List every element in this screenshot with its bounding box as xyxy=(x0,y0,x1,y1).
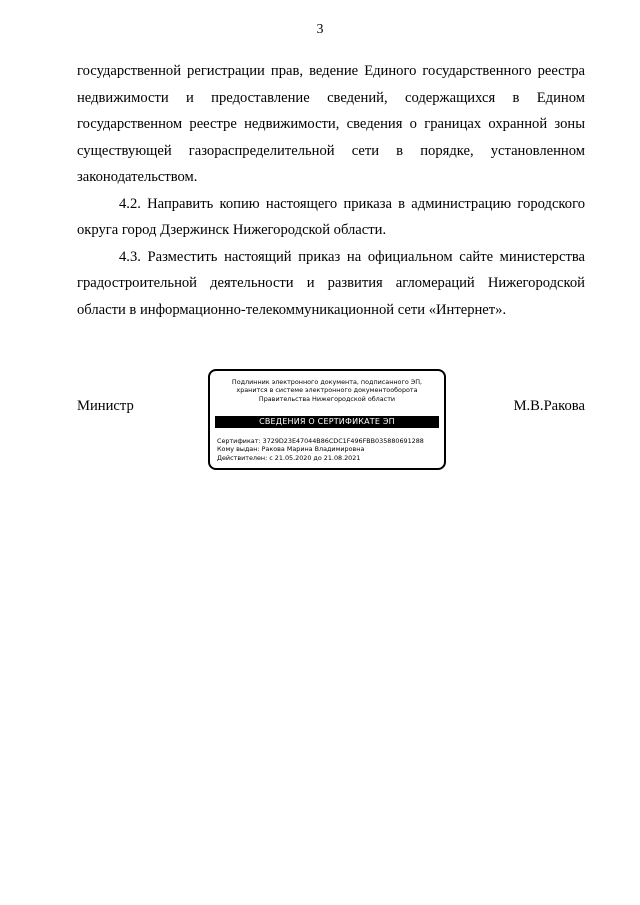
paragraph-4-3: 4.3. Разместить настоящий приказ на официальном сайте министерства градостроительной деятельности и развития агломераций Нижегородской области в информационно-телекоммуникационной сети «Интернет». xyxy=(77,248,585,318)
stamp-header-line: Правительства Нижегородской области xyxy=(258,394,396,403)
certificate-number: Сертификат: 3729D23E47044B86CDC1F496FBB035880691288 xyxy=(217,437,424,445)
stamp-header-line: Подлинник электронного документа, подписанного ЭП, xyxy=(231,378,423,386)
signatory-name: М.В.Ракова xyxy=(513,398,585,414)
stamp-details xyxy=(217,437,439,462)
certificate-validity: Действителен: с 21.05.2020 до 21.08.2021 xyxy=(217,453,361,462)
document-body xyxy=(77,58,585,323)
electronic-signature-stamp xyxy=(208,369,446,470)
paragraph-continuation: государственной регистрации прав, ведение Единого государственного реестра недвижимости и предоставление сведений, содержащихся в Едином государственном реестре недвижимости, сведения о границах охранной зоны существующей газораспределительной сети в порядке, установленном законодательством. xyxy=(77,63,585,185)
stamp-header xyxy=(210,378,444,403)
paragraph-4-2: 4.2. Направить копию настоящего приказа в администрацию городского округа город Дзержинск Нижегородской области. xyxy=(77,195,585,238)
stamp-certificate-bar: СВЕДЕНИЯ О СЕРТИФИКАТЕ ЭП xyxy=(215,416,439,428)
stamp-header-line: хранится в системе электронного документооборота xyxy=(236,386,418,395)
page-number: 3 xyxy=(316,22,324,37)
certificate-owner: Кому выдан: Ракова Марина Владимировна xyxy=(217,445,365,454)
signatory-title: Министр xyxy=(77,398,134,414)
